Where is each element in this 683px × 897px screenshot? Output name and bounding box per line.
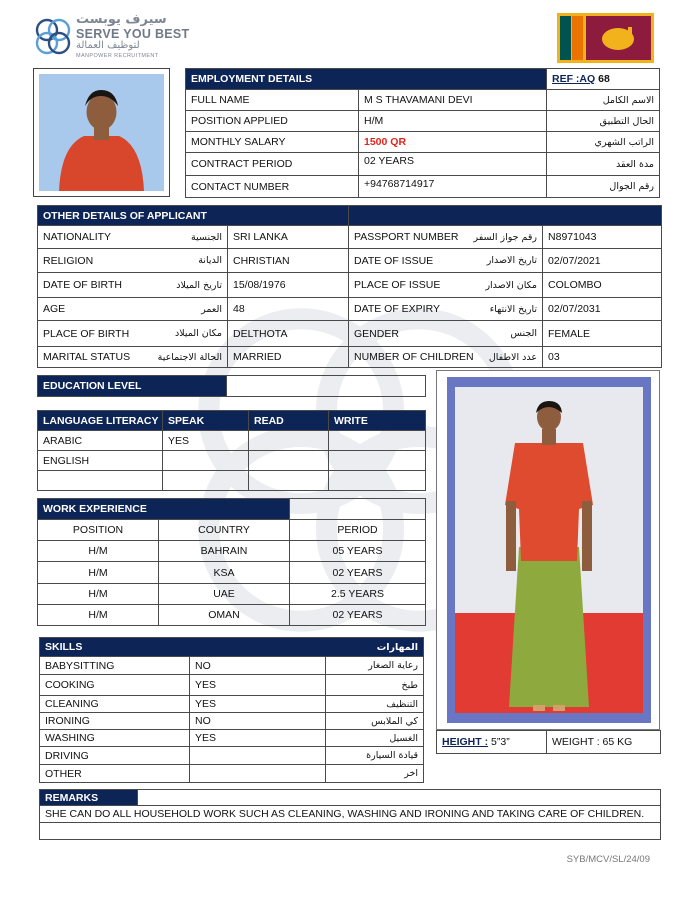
- work-period: 2.5 YEARS: [290, 584, 426, 605]
- skill-name: OTHER: [40, 765, 190, 783]
- date-of-expiry-value: 02/07/2031: [543, 298, 662, 321]
- language-table: [37, 410, 426, 491]
- education-label: EDUCATION LEVEL: [38, 376, 227, 397]
- place-of-issue-cell: [349, 273, 543, 298]
- position-applied-label: POSITION APPLIED: [186, 111, 359, 132]
- date-of-issue-cell: [349, 249, 543, 273]
- marital-status-arabic: الحالة الاجتماعية: [157, 351, 222, 363]
- speak-header: SPEAK: [163, 411, 249, 431]
- document-code: SYB/MCV/SL/24/09: [566, 854, 650, 865]
- skill-name: BABYSITTING: [40, 657, 190, 675]
- full-length-photo-frame: [436, 370, 660, 730]
- nationality-cell: [38, 226, 228, 249]
- monthly-salary-label: MONTHLY SALARY: [186, 132, 359, 153]
- skill-arabic: رعاية الصغار: [326, 657, 424, 675]
- contact-number-value: +94768714917: [359, 176, 547, 198]
- religion-cell: [38, 249, 228, 273]
- number-of-children-cell: [349, 347, 543, 368]
- full-name-arabic: الاسم الكامل: [547, 90, 660, 111]
- height-label: HEIGHT :: [442, 736, 489, 748]
- applicant-photo-frame: [33, 68, 170, 197]
- table-row: [38, 562, 426, 584]
- language-read: [249, 471, 329, 491]
- language-speak: YES: [163, 431, 249, 451]
- age-label: AGE: [43, 303, 66, 315]
- skills-header: SKILLS: [40, 638, 326, 657]
- remarks-table: [39, 789, 661, 840]
- language-name: ENGLISH: [38, 451, 163, 471]
- language-write: [329, 451, 426, 471]
- skill-arabic: طبخ: [326, 675, 424, 696]
- employment-header: EMPLOYMENT DETAILS: [186, 69, 547, 90]
- place-of-birth-label: PLACE OF BIRTH: [43, 327, 130, 340]
- weight-value: WEIGHT : 65 KG: [547, 731, 661, 754]
- remarks-header-blank: [138, 790, 661, 806]
- table-row: [38, 431, 426, 451]
- work-country: BAHRAIN: [159, 541, 290, 562]
- work-country: OMAN: [159, 605, 290, 626]
- passport-number-cell: [349, 226, 543, 249]
- age-arabic: العمر: [201, 303, 222, 315]
- monthly-salary-arabic: الراتب الشهري: [547, 132, 660, 153]
- table-row: [38, 584, 426, 605]
- skill-value: YES: [190, 730, 326, 747]
- table-row: [40, 696, 424, 713]
- table-row: [40, 747, 424, 765]
- contact-number-label: CONTACT NUMBER: [186, 176, 359, 198]
- table-row: [38, 605, 426, 626]
- place-of-birth-arabic: مكان الميلاد: [174, 328, 222, 339]
- contract-period-label: CONTRACT PERIOD: [186, 153, 359, 176]
- period-column-header: PERIOD: [290, 520, 426, 541]
- skill-name: IRONING: [40, 713, 190, 730]
- work-experience-header: WORK EXPERIENCE: [38, 499, 290, 520]
- place-of-birth-value: DELTHOTA: [228, 321, 349, 347]
- date-of-issue-arabic: تاريخ الاصدار: [486, 255, 538, 266]
- place-of-issue-value: COLOMBO: [543, 273, 662, 298]
- work-period: 02 YEARS: [290, 605, 426, 626]
- skill-value: YES: [190, 675, 326, 696]
- skill-value: NO: [190, 657, 326, 675]
- nationality-label: NATIONALITY: [43, 231, 112, 243]
- language-write: [329, 431, 426, 451]
- language-header: LANGUAGE LITERACY: [38, 411, 163, 431]
- full-name-label: FULL NAME: [186, 90, 359, 111]
- applicant-portrait-photo: [39, 74, 164, 191]
- table-row: [38, 541, 426, 562]
- gender-cell: [349, 321, 543, 347]
- place-of-birth-cell: [38, 321, 228, 347]
- marital-status-value: MARRIED: [228, 347, 349, 368]
- language-write: [329, 471, 426, 491]
- table-row: [40, 657, 424, 675]
- applicant-full-length-photo: [447, 377, 651, 723]
- skill-value: [190, 765, 326, 783]
- country-column-header: COUNTRY: [159, 520, 290, 541]
- logo-sub: MANPOWER RECRUITMENT: [76, 53, 159, 59]
- full-name-value: M S THAVAMANI DEVI: [359, 90, 547, 111]
- marital-status-cell: [38, 347, 228, 368]
- gender-label: GENDER: [354, 327, 399, 340]
- work-country: UAE: [159, 584, 290, 605]
- skill-name: WASHING: [40, 730, 190, 747]
- religion-value: CHRISTIAN: [228, 249, 349, 273]
- skill-arabic: قيادة السيارة: [326, 747, 424, 765]
- date-of-birth-cell: [38, 273, 228, 298]
- remarks-text: SHE CAN DO ALL HOUSEHOLD WORK SUCH AS CLEANING, WASHING AND IRONING AND TAKING CARE OF CHILDREN.: [40, 806, 661, 823]
- nationality-value: SRI LANKA: [228, 226, 349, 249]
- language-speak: [163, 451, 249, 471]
- position-applied-value: H/M: [359, 111, 547, 132]
- skill-value: YES: [190, 696, 326, 713]
- work-experience-table: [37, 498, 426, 626]
- skill-value: [190, 747, 326, 765]
- monthly-salary-value: 1500 QR: [359, 132, 547, 153]
- table-row: [40, 765, 424, 783]
- number-of-children-label: NUMBER OF CHILDREN: [354, 351, 474, 363]
- table-row: [40, 675, 424, 696]
- company-logo: [32, 12, 192, 64]
- nationality-arabic: الجنسية: [191, 231, 222, 243]
- skills-table: [39, 637, 424, 783]
- height-value: 5”3”: [491, 736, 510, 748]
- place-of-issue-arabic: مكان الاصدار: [485, 279, 538, 291]
- date-of-expiry-label: DATE OF EXPIRY: [354, 303, 440, 315]
- date-of-birth-arabic: تاريخ الميلاد: [176, 279, 222, 291]
- passport-number-value: N8971043: [543, 226, 662, 249]
- other-details-table: [37, 205, 662, 368]
- other-details-header-right: [349, 206, 662, 226]
- contact-number-arabic: رقم الجوال: [547, 176, 660, 198]
- table-row: [38, 451, 426, 471]
- date-of-birth-value: 15/08/1976: [228, 273, 349, 298]
- education-table: [37, 375, 426, 397]
- table-row: [40, 713, 424, 730]
- work-position: H/M: [38, 541, 159, 562]
- remarks-header: REMARKS: [40, 790, 138, 806]
- logo-name: SERVE YOU BEST: [76, 27, 190, 41]
- place-of-issue-label: PLACE OF ISSUE: [354, 279, 441, 291]
- other-details-header: OTHER DETAILS OF APPLICANT: [38, 206, 349, 226]
- table-row: [40, 730, 424, 747]
- logo-rings-icon: [32, 14, 74, 60]
- language-speak: [163, 471, 249, 491]
- date-of-issue-label: DATE OF ISSUE: [354, 254, 434, 267]
- skills-header-arabic: المهارات: [326, 638, 424, 657]
- date-of-birth-label: DATE OF BIRTH: [43, 279, 122, 291]
- remarks-blank-line: [40, 823, 661, 840]
- date-of-issue-value: 02/07/2021: [543, 249, 662, 273]
- work-position: H/M: [38, 562, 159, 584]
- work-period: 05 YEARS: [290, 541, 426, 562]
- religion-label: RELIGION: [43, 254, 94, 267]
- education-value: [227, 376, 426, 397]
- position-applied-arabic: الحال التطبيق: [547, 111, 660, 132]
- contract-period-arabic: مدة العقد: [547, 153, 660, 176]
- number-of-children-value: 03: [543, 347, 662, 368]
- number-of-children-arabic: عدد الاطفال: [488, 351, 538, 363]
- gender-arabic: الجنس: [510, 328, 538, 339]
- skill-name: DRIVING: [40, 747, 190, 765]
- ref-label: REF :AQ: [552, 73, 596, 85]
- skill-arabic: الغسيل: [326, 730, 424, 747]
- work-position: H/M: [38, 584, 159, 605]
- gender-value: FEMALE: [543, 321, 662, 347]
- language-name: [38, 471, 163, 491]
- skill-arabic: التنظيف: [326, 696, 424, 713]
- language-name: ARABIC: [38, 431, 163, 451]
- work-position: H/M: [38, 605, 159, 626]
- work-period: 02 YEARS: [290, 562, 426, 584]
- logo-arabic-sub: لتوظيف العمالة: [76, 40, 140, 51]
- date-of-expiry-cell: [349, 298, 543, 321]
- work-country: KSA: [159, 562, 290, 584]
- work-experience-header-blank: [290, 499, 426, 520]
- logo-arabic: سيرف يوبست: [76, 12, 167, 27]
- sri-lanka-flag-icon: [557, 13, 654, 63]
- skill-name: COOKING: [40, 675, 190, 696]
- marital-status-label: MARITAL STATUS: [43, 351, 131, 363]
- language-read: [249, 431, 329, 451]
- read-header: READ: [249, 411, 329, 431]
- religion-arabic: الديانة: [198, 255, 222, 266]
- skill-value: NO: [190, 713, 326, 730]
- height-cell: [437, 731, 547, 754]
- ref-cell: [547, 69, 660, 90]
- skill-arabic: كي الملابس: [326, 713, 424, 730]
- language-read: [249, 451, 329, 471]
- date-of-expiry-arabic: تاريخ الانتهاء: [489, 303, 538, 315]
- age-cell: [38, 298, 228, 321]
- age-value: 48: [228, 298, 349, 321]
- skill-name: CLEANING: [40, 696, 190, 713]
- employment-details-table: [185, 68, 660, 198]
- height-weight-table: [436, 730, 661, 754]
- table-row: [38, 471, 426, 491]
- passport-number-label: PASSPORT NUMBER: [354, 231, 459, 243]
- contract-period-value: 02 YEARS: [359, 153, 547, 176]
- skill-arabic: اخر: [326, 765, 424, 783]
- ref-value: 68: [598, 73, 610, 85]
- passport-number-arabic: رقم جواز السفر: [473, 231, 538, 243]
- write-header: WRITE: [329, 411, 426, 431]
- position-column-header: POSITION: [38, 520, 159, 541]
